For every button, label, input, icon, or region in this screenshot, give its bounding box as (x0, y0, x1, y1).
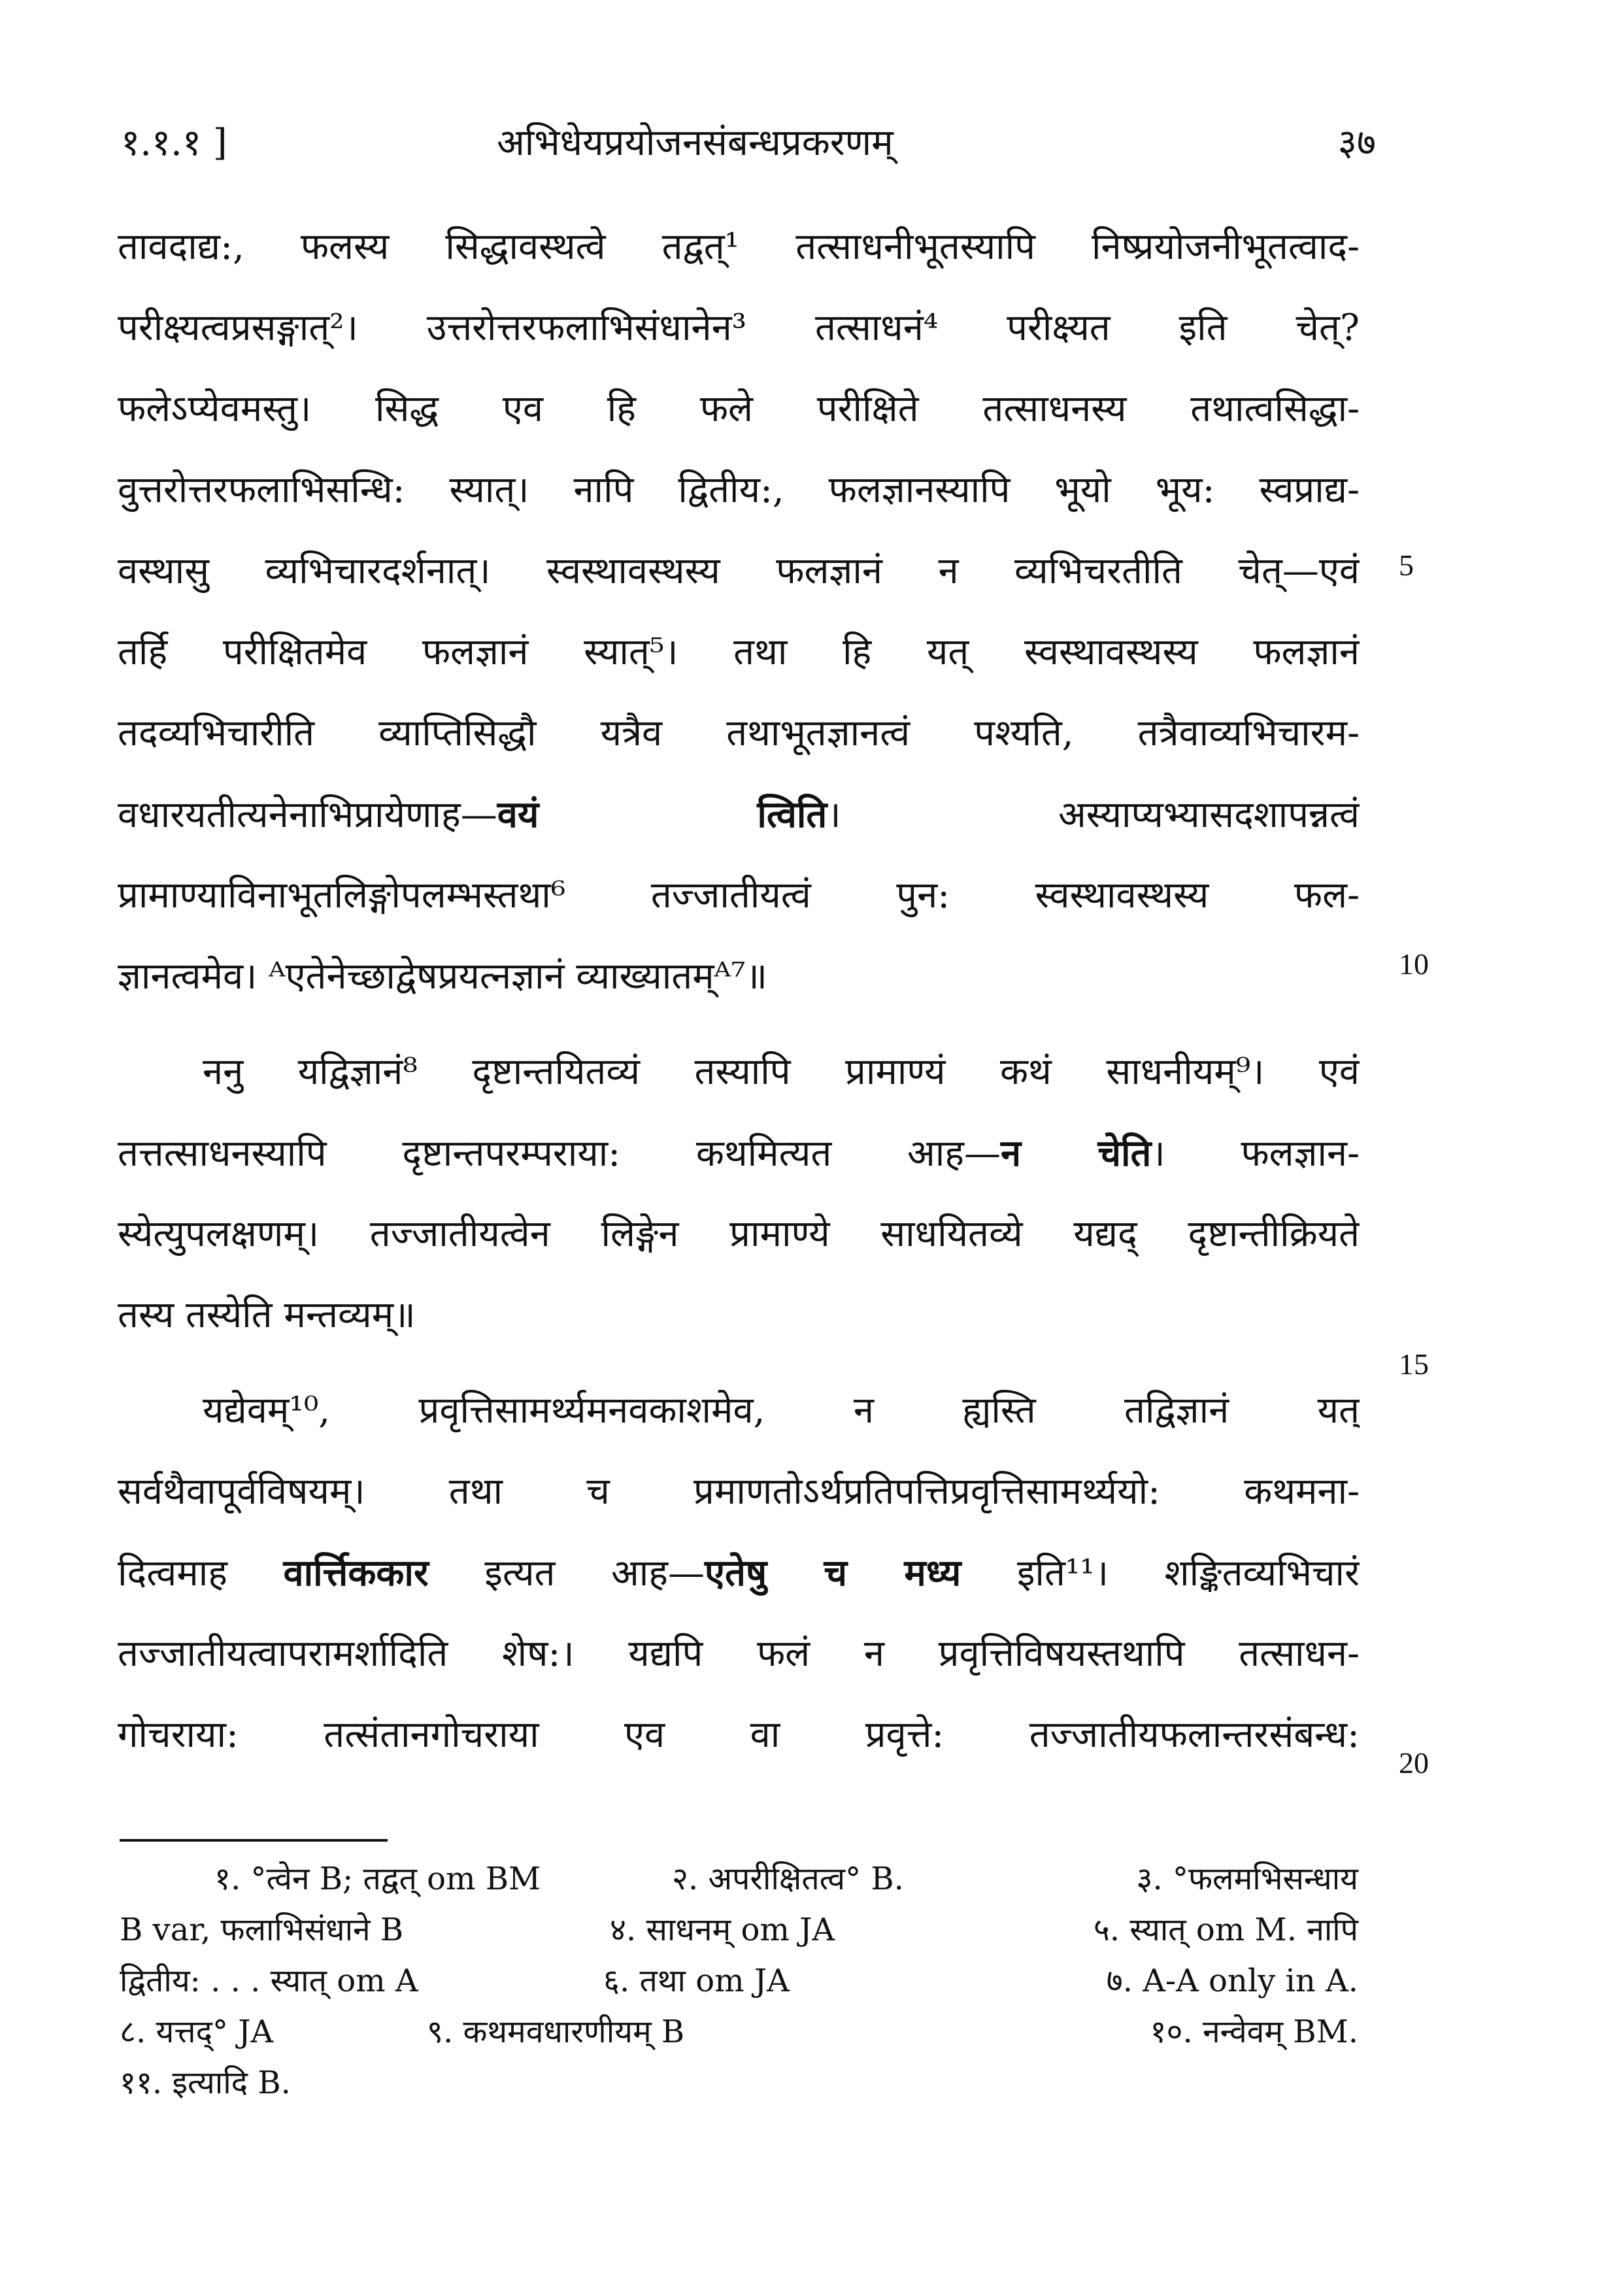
text-line: तज्जातीयत्वापरामर्शादिति शेष:। यद्यपि फलं न प्रवृत्तिविषयस्तथापि तत्साधन- (118, 1632, 1360, 1675)
running-header (121, 116, 1376, 169)
footnotes (120, 1857, 1358, 2112)
text-line: तदव्यभिचारीति व्याप्तिसिद्धौ यत्रैव तथाभूतज्ञानत्वं पश्यति, तत्रैवाव्यभिचारम- (118, 712, 1360, 754)
text-line: तर्हि परीक्षितमेव फलज्ञानं स्यात्⁵। तथा हि यत् स्वस्थावस्थस्य फलज्ञानं (118, 631, 1360, 673)
text-line: तस्य तस्येति मन्तव्यम्॥ (118, 1294, 416, 1336)
text-segment: वधारयतीत्यनेनाभिप्रायेणाह— (118, 794, 497, 836)
footnote: ४. साधनम् om JA (610, 1912, 835, 1948)
footnote: ११. इत्यादि B. (120, 2065, 291, 2101)
footnote: द्वितीय: . . . स्यात् om A (120, 1963, 418, 1999)
text-line: प्रामाण्याविनाभूतलिङ्गोपलम्भस्तथा⁶ तज्जातीयत्वं पुन: स्वस्थावस्थस्य फल- (118, 874, 1360, 917)
line-number: 20 (1399, 1746, 1429, 1780)
text-line: फलेऽप्येवमस्तु। सिद्ध एव हि फले परीक्षिते तत्साधनस्य तथात्वसिद्धा- (118, 388, 1360, 430)
text-segment: दित्वमाह (118, 1552, 284, 1595)
footnote: ३. °फलमभिसन्धाय (1136, 1861, 1358, 1897)
text-segment: इत्यत आह— (428, 1552, 705, 1595)
text-line: गोचराया: तत्संतानगोचराया एव वा प्रवृत्ते: तज्जातीयफलान्तरसंबन्ध: (118, 1714, 1360, 1756)
footnote: ७. A-A only in A. (1106, 1963, 1358, 1999)
bold-phrase: वयं त्विति (497, 793, 827, 836)
footnote-rule (120, 1839, 388, 1842)
footnote-row (120, 1908, 1358, 1959)
footnote-row (120, 1857, 1358, 1908)
text-line: तावदाद्य:, फलस्य सिद्धावस्थत्वे तद्वत्¹ तत्साधनीभूतस्यापि निष्प्रयोजनीभूतत्वाद- (118, 226, 1360, 268)
text-line: ननु यद्विज्ञानं⁸ दृष्टान्तयितव्यं तस्यापि प्रामाण्यं कथं साधनीयम्⁹। एवं (203, 1051, 1360, 1093)
text-line: वस्थासु व्यभिचारदर्शनात्। स्वस्थावस्थस्य फलज्ञानं न व्यभिचरतीति चेत्—एवं (118, 550, 1360, 592)
text-segment: । अस्याप्यभ्यासदशापन्नत्वं (827, 794, 1360, 836)
footnote-row (120, 2061, 1358, 2112)
footnote: १. °त्वेन B; तद्वत् om BM (214, 1861, 541, 1897)
bold-phrase: न चेति (1000, 1132, 1152, 1175)
footnote: ८. यत्तद्° JA (120, 2014, 274, 2050)
footnote: २. अपरीक्षितत्व° B. (672, 1861, 904, 1897)
text-line: स्येत्युपलक्षणम्। तज्जातीयत्वेन लिङ्गेन प्रामाण्ये साधयितव्ये यद्यद् दृष्टान्तीक्रियते (118, 1213, 1360, 1255)
footnote-row (120, 2010, 1358, 2061)
footnote: ९. कथमवधारणीयम् B (427, 2014, 685, 2050)
footnote-row (120, 1959, 1358, 2010)
main-text (118, 207, 1360, 1776)
text-line: सर्वथैवापूर्वविषयम्। तथा च प्रमाणतोऽर्थप्रतिपत्तिप्रवृत्तिसामर्थ्ययो: कथमना- (118, 1470, 1360, 1513)
footnote: ६. तथा om JA (603, 1963, 790, 1999)
text-line: वुत्तरोत्तरफलाभिसन्धि: स्यात्। नापि द्वितीय:, फलज्ञानस्यापि भूयो भूय: स्वप्राद्य- (118, 469, 1360, 511)
text-segment: तत्तत्साधनस्यापि दृष्टान्तपरम्पराया: कथमित्यत आह— (118, 1132, 1001, 1175)
footnote: १०. नन्वेवम् BM. (1150, 2014, 1358, 2050)
text-line: परीक्ष्यत्वप्रसङ्गात्²। उत्तरोत्तरफलाभिसंधानेन³ तत्साधनं⁴ परीक्ष्यत इति चेत्? (118, 307, 1360, 349)
text-line (118, 1113, 1360, 1194)
line-number: 5 (1399, 549, 1414, 582)
text-line (118, 774, 1360, 855)
text-line: यद्येवम्¹⁰, प्रवृत्तिसामर्थ्यमनवकाशमेव, न ह्यस्ति तद्विज्ञानं यत् (203, 1389, 1360, 1432)
line-number: 15 (1399, 1347, 1429, 1381)
page-title: अभिधेयप्रयोजनसंबन्धप्रकरणम् (497, 122, 894, 164)
footnote: B var, फलाभिसंधाने B (120, 1912, 404, 1948)
bold-phrase: एतेषु च मध्य (705, 1551, 961, 1595)
section-number: १.१.१ ] (121, 122, 227, 164)
text-segment: इति¹¹। शङ्कितव्यभिचारं (961, 1552, 1360, 1595)
line-number: 10 (1399, 947, 1429, 981)
footnote: ५. स्यात् om M. नापि (1093, 1912, 1358, 1948)
text-segment: । फलज्ञान- (1151, 1132, 1360, 1175)
text-line (118, 1532, 1360, 1613)
bold-phrase: वार्त्तिककार (283, 1551, 429, 1595)
text-line: ज्ञानत्वमेव। ᴬएतेनेच्छाद्वेषप्रयत्नज्ञानं व्याख्यातम्ᴬ⁷॥ (118, 955, 768, 998)
page-number: ३७ (1337, 122, 1376, 164)
